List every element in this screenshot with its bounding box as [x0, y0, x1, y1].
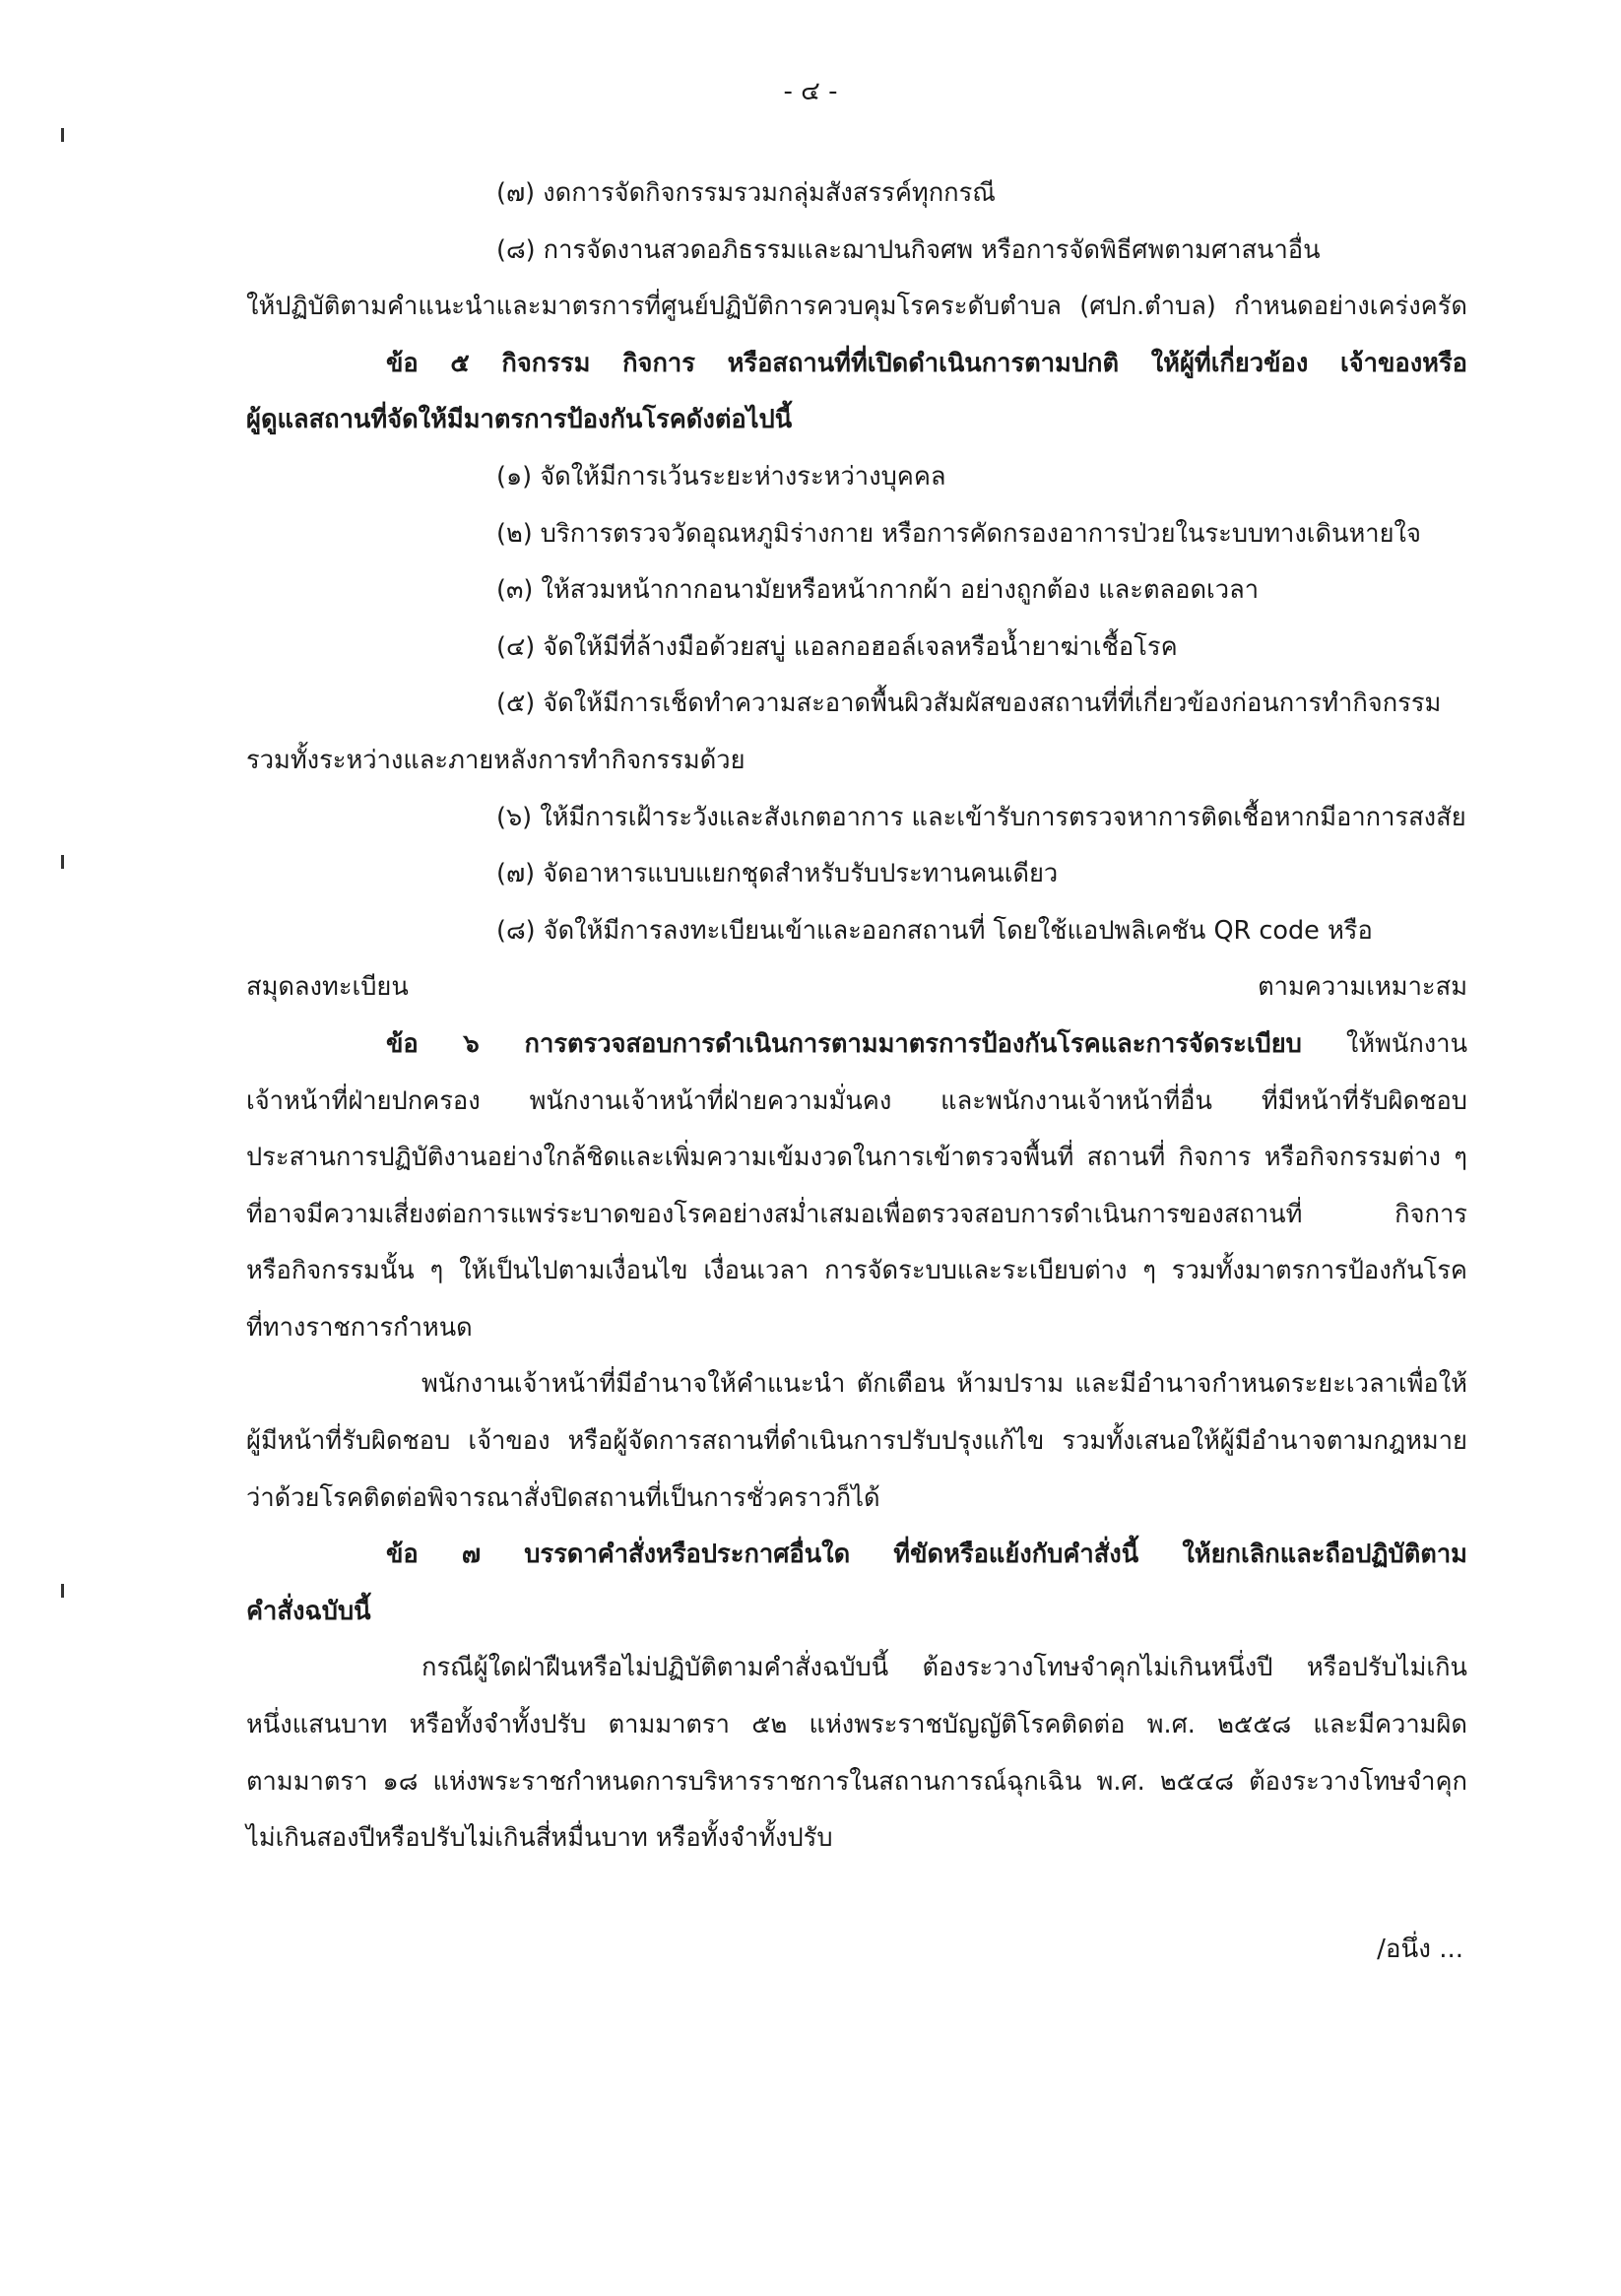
text-line: [246, 1356, 1467, 1413]
text-line: [246, 165, 1467, 223]
text-line: [246, 846, 1467, 903]
line-text: (๕) จัดให้มีการเช็ดทำความสะอาดพื้นผิวสัมผัสของสถานที่ที่เกี่ยวข้องก่อนการทำกิจกรรม: [496, 689, 1442, 719]
text-line: [246, 1754, 1467, 1811]
text-line: [246, 1243, 1467, 1300]
line-text: คำสั่งฉบับนี้: [246, 1596, 371, 1626]
line-text: (๘) จัดให้มีการลงทะเบียนเข้าและออกสถานที่ โดยใช้แอปพลิเคชัน QR code หรือ: [496, 915, 1373, 946]
text-line: [246, 1527, 1467, 1584]
line-text: ไม่เกินสองปีหรือปรับไม่เกินสี่หมื่นบาท หรือทั้งจำทั้งปรับ: [246, 1823, 833, 1854]
line-text: สมุดลงทะเบียน ตามความเหมาะสม: [246, 972, 1467, 1003]
text-line: [246, 562, 1467, 620]
line-text: ให้ปฏิบัติตามคำแนะนำและมาตรการที่ศูนย์ปฏิบัติการควบคุมโรคระดับตำบล (ศปก.ตำบล) กำหนดอย่างเคร่งครัด: [246, 292, 1467, 322]
line-text: (๗) จัดอาหารแบบแยกชุดสำหรับรับประทานคนเดียว: [496, 859, 1059, 889]
text-line: [246, 1300, 1467, 1357]
text-line: [246, 1017, 1467, 1074]
text-line: [246, 676, 1467, 733]
line-text: ผู้มีหน้าที่รับผิดชอบ เจ้าของ หรือผู้จัดการสถานที่ดำเนินการปรับปรุงแก้ไข รวมทั้งเสนอให้ผู้มีอำนาจตามกฎหมาย: [246, 1426, 1467, 1457]
clause-heading: ข้อ ๖ การตรวจสอบการดำเนินการตามมาตรการป้องกันโรคและการจัดระเบียบ: [386, 1028, 1302, 1059]
text-line: [246, 1584, 1467, 1641]
text-line: [246, 1130, 1467, 1187]
line-text: หนึ่งแสนบาท หรือทั้งจำทั้งปรับ ตามมาตรา ๕๒ แห่งพระราชบัญญัติโรคติดต่อ พ.ศ. ๒๕๕๘ และมีความผิด: [246, 1710, 1467, 1740]
text-line: [246, 1187, 1467, 1244]
line-text: (๗) งดการจัดกิจกรรมรวมกลุ่มสังสรรค์ทุกกรณี: [496, 178, 996, 208]
line-text: ที่ทางราชการกำหนด: [246, 1312, 473, 1343]
line-text: (๑) จัดให้มีการเว้นระยะห่างระหว่างบุคคล: [496, 461, 946, 492]
line-text: กรณีผู้ใดฝ่าฝืนหรือไม่ปฏิบัติตามคำสั่งฉบับนี้ ต้องระวางโทษจำคุกไม่เกินหนึ่งปี หรือปรับไม่เกิน: [421, 1653, 1467, 1683]
text-line: [246, 790, 1467, 847]
text-line: [246, 733, 1467, 790]
text-line: [246, 959, 1467, 1017]
margin-mark: [61, 855, 64, 869]
text-line: [246, 620, 1467, 677]
line-text: เจ้าหน้าที่ฝ่ายปกครอง พนักงานเจ้าหน้าที่ฝ่ายความมั่นคง และพนักงานเจ้าหน้าที่อื่น ที่มีหน้าที่รับผิดชอบ: [246, 1085, 1467, 1116]
text-line: [246, 449, 1467, 506]
line-text: ประสานการปฏิบัติงานอย่างใกล้ชิดและเพิ่มความเข้มงวดในการเข้าตรวจพื้นที่ สถานที่ กิจการ หรือกิจกรรมต่าง ๆ: [246, 1143, 1467, 1173]
text-line: [246, 1074, 1467, 1131]
text-line: [246, 279, 1467, 336]
line-text: หรือกิจกรรมนั้น ๆ ให้เป็นไปตามเงื่อนไข เงื่อนเวลา การจัดระบบและระเบียบต่าง ๆ รวมทั้งมาตรการป้องกันโรค: [246, 1256, 1467, 1286]
line-text: ผู้ดูแลสถานที่จัดให้มีมาตรการป้องกันโรคดังต่อไปนี้: [246, 405, 793, 435]
line-text: (๘) การจัดงานสวดอภิธรรมและฌาปนกิจศพ หรือการจัดพิธีศพตามศาสนาอื่น: [496, 234, 1321, 265]
line-text: ว่าด้วยโรคติดต่อพิจารณาสั่งปิดสถานที่เป็นการชั่วคราวก็ได้: [246, 1482, 880, 1513]
text-line: [246, 903, 1467, 960]
continuation-marker: /อนึ่ง ...: [1377, 1935, 1463, 1964]
text-line: [246, 1810, 1467, 1868]
text-line: [246, 1640, 1467, 1697]
text-line: [246, 392, 1467, 449]
line-text: ที่อาจมีความเสี่ยงต่อการแพร่ระบาดของโรคอย่างสม่ำเสมอเพื่อตรวจสอบการดำเนินการของสถานที่ กิจการ: [246, 1199, 1467, 1229]
text-line: [246, 1697, 1467, 1754]
text-line: [246, 223, 1467, 280]
line-text: (๓) ให้สวมหน้ากากอนามัยหรือหน้ากากผ้า อย่างถูกต้อง และตลอดเวลา: [496, 575, 1260, 606]
line-text: ข้อ ๕ กิจกรรม กิจการ หรือสถานที่ที่เปิดดำเนินการตามปกติ ให้ผู้ที่เกี่ยวข้อง เจ้าของหรือ: [386, 348, 1467, 378]
line-text: ตามมาตรา ๑๘ แห่งพระราชกำหนดการบริหารราชการในสถานการณ์ฉุกเฉิน พ.ศ. ๒๕๔๘ ต้องระวางโทษจำคุก: [246, 1766, 1467, 1797]
line-text: รวมทั้งระหว่างและภายหลังการทำกิจกรรมด้วย: [246, 745, 746, 775]
page-number: - ๔ -: [783, 77, 838, 106]
line-text: พนักงานเจ้าหน้าที่มีอำนาจให้คำแนะนำ ตักเตือน ห้ามปราม และมีอำนาจกำหนดระยะเวลาเพื่อให้: [421, 1369, 1467, 1400]
line-text: (๔) จัดให้มีที่ล้างมือด้วยสบู่ แอลกอฮอล์เจลหรือน้ำยาฆ่าเชื้อโรค: [496, 631, 1178, 662]
margin-mark: [61, 1584, 64, 1598]
line-text: (๒) บริการตรวจวัดอุณหภูมิร่างกาย หรือการคัดกรองอาการป่วยในระบบทางเดินหายใจ: [496, 518, 1421, 549]
line-text: (๖) ให้มีการเฝ้าระวังและสังเกตอาการ และเข้ารับการตรวจหาการติดเชื้อหากมีอาการสงสัย: [496, 802, 1466, 832]
text-line: [246, 506, 1467, 563]
text-line: [246, 336, 1467, 393]
text-line: [246, 1471, 1467, 1528]
text-line: [246, 1413, 1467, 1471]
document-body: [246, 165, 1467, 1868]
line-text: ให้พนักงาน: [1301, 1028, 1467, 1059]
line-text: ข้อ ๗ บรรดาคำสั่งหรือประกาศอื่นใด ที่ขัดหรือแย้งกับคำสั่งนี้ ให้ยกเลิกและถือปฏิบัติตาม: [386, 1540, 1467, 1570]
margin-mark: [61, 128, 64, 142]
